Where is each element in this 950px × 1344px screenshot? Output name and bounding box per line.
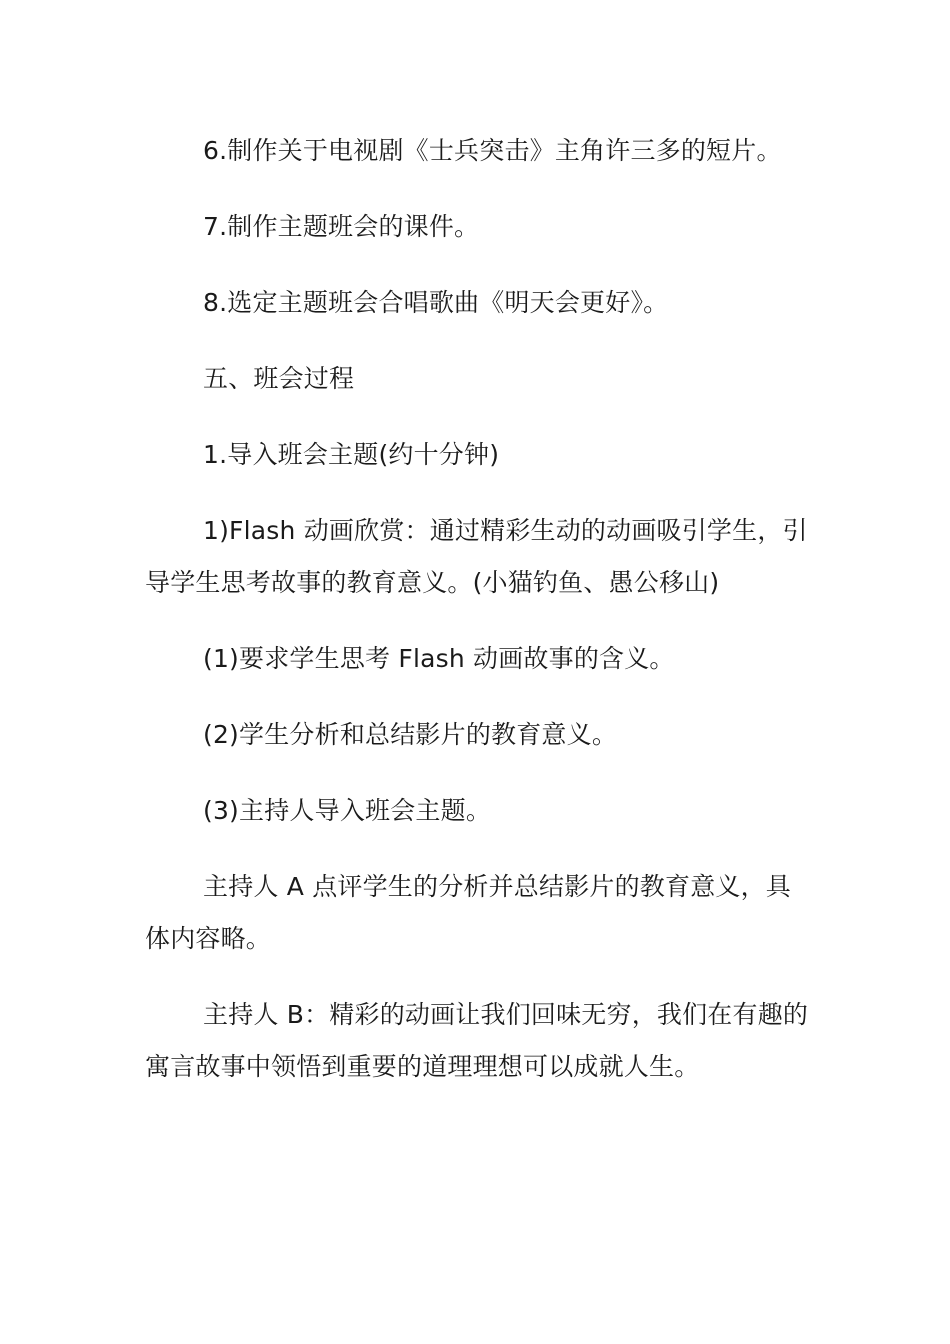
host-b-paragraph: 主持人 B：精彩的动画让我们回味无穷，我们在有趣的寓言故事中领悟到重要的道理理想可以成就人生。	[145, 1000, 809, 1081]
subsection-heading: 1.导入班会主题(约十分钟)	[203, 440, 500, 469]
step-3-paragraph: (3)主持人导入班会主题。	[203, 796, 492, 825]
flash-animation-paragraph: 1)Flash 动画欣赏：通过精彩生动的动画吸引学生，引导学生思考故事的教育意义。(小猫钓鱼、愚公移山)	[145, 516, 808, 597]
section-heading: 五、班会过程	[203, 364, 355, 393]
paragraph-item-6: 6.制作关于电视剧《士兵突击》主角许三多的短片。	[203, 136, 782, 165]
host-a-paragraph: 主持人 A 点评学生的分析并总结影片的教育意义，具体内容略。	[145, 872, 791, 953]
step-1-paragraph: (1)要求学生思考 Flash 动画故事的含义。	[203, 644, 675, 673]
step-2-paragraph: (2)学生分析和总结影片的教育意义。	[203, 720, 618, 749]
paragraph-item-7: 7.制作主题班会的课件。	[203, 212, 480, 241]
paragraph-item-8: 8.选定主题班会合唱歌曲《明天会更好》。	[203, 288, 669, 317]
